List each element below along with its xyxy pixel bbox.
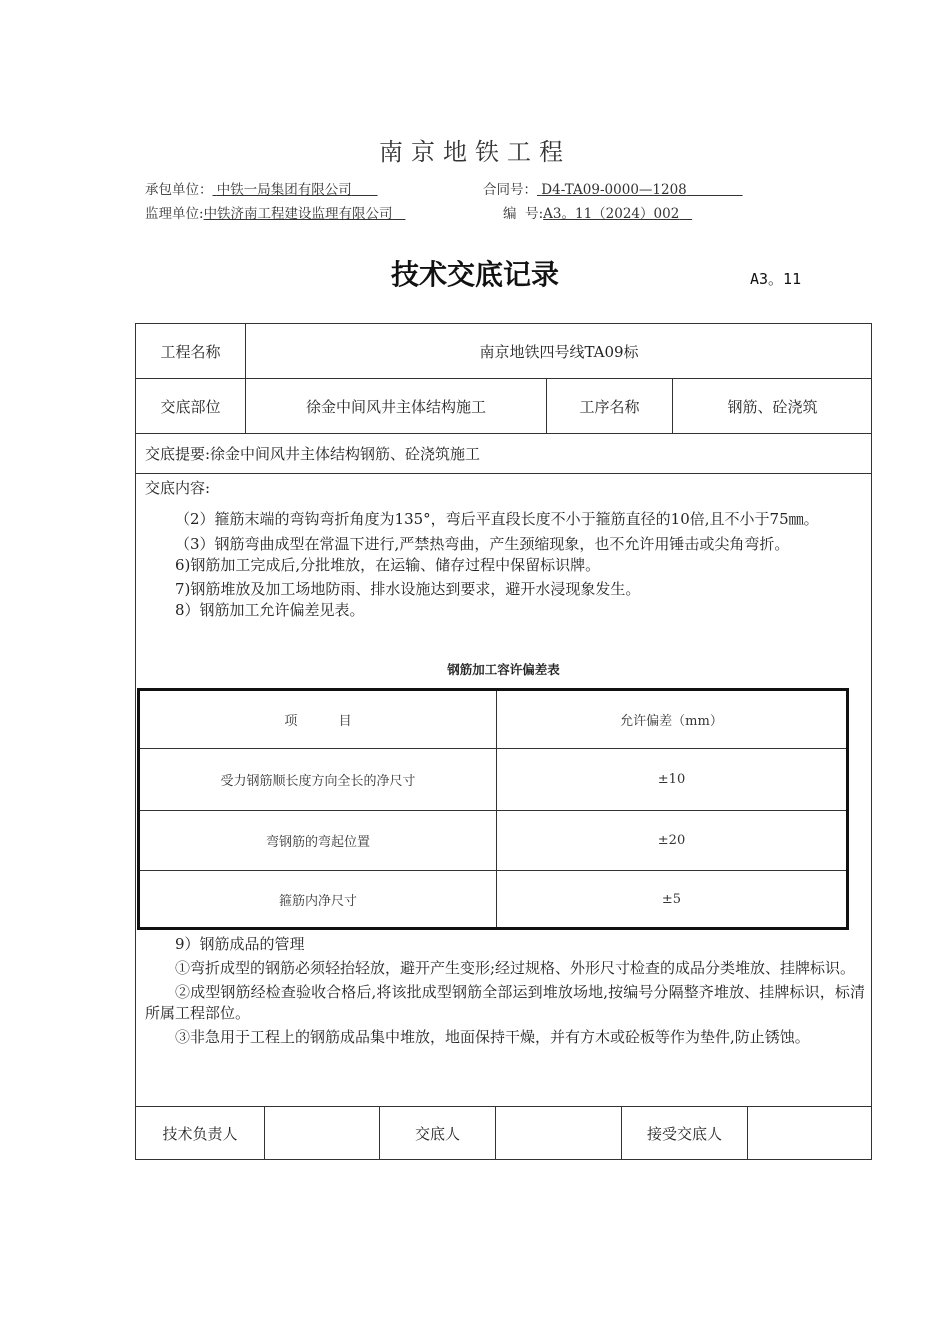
table-cell-deviation: ±10: [657, 772, 686, 787]
content-paragraphs-bottom: [145, 934, 865, 1048]
location-value: 徐金中间风井主体结构施工: [305, 397, 486, 416]
content-paragraph: 8）钢筋加工允许偏差见表。: [175, 601, 365, 619]
serial-value: A3。11（2024）002: [543, 206, 680, 222]
project-name-label: 工程名称: [160, 342, 221, 361]
table-cell-deviation: ±5: [661, 891, 682, 907]
table-cell-item: 受力钢筋顺长度方向全长的净尺寸: [220, 774, 416, 789]
content-paragraphs-top: [145, 509, 865, 621]
content-paragraph: （3）钢筋弯曲成型在常温下进行,严禁热弯曲，产生颈缩现象，也不允许用锤击或尖角弯折。: [175, 535, 790, 553]
deviation-table: [137, 688, 849, 930]
content-paragraph: ③非急用于工程上的钢筋成品集中堆放，地面保持干燥，并有方木或砼板等作为垫件,防止锈蚀。: [175, 1028, 810, 1046]
discloser-label: 交底人: [414, 1125, 460, 1143]
disclosure-summary: 交底提要:徐金中间风井主体结构钢筋、砼浇筑施工: [145, 445, 481, 463]
content-paragraph: （2）箍筋末端的弯钩弯折角度为135°，弯后平直段长度不小于箍筋直径的10倍,且不小于75㎜。: [175, 510, 819, 528]
content-paragraph: ②成型钢筋经检查验收合格后,将该批成型钢筋全部运到堆放场地,按编号分隔整齐堆放、挂牌标识，标清所属工程部位。: [145, 983, 865, 1022]
table-cell-item: 箍筋内净尺寸: [278, 893, 357, 909]
contract-no-label: 合同号：: [483, 182, 537, 198]
contractor-label: 承包单位：: [145, 182, 213, 198]
deviation-table-caption: 钢筋加工容许偏差表: [447, 662, 560, 677]
contractor-line: [145, 178, 378, 198]
tech-lead-label: 技术负责人: [162, 1125, 238, 1143]
discloser-signature: [496, 1107, 621, 1160]
contract-no-value: D4-TA09-0000—1208: [541, 182, 687, 198]
receiver-signature: [748, 1107, 872, 1160]
supervisor-value: 中铁济南工程建设监理有限公司: [203, 206, 393, 222]
supervisor-label: 监理单位:: [145, 206, 204, 222]
location-label: 交底部位: [160, 397, 221, 416]
serial-label: 编 号:: [503, 206, 544, 222]
table-header-deviation: 允许偏差（mm）: [620, 714, 723, 729]
receiver-label: 接受交底人: [646, 1125, 722, 1143]
table-cell-deviation: ±20: [657, 833, 686, 848]
row-divider: [136, 473, 871, 474]
project-name-value: 南京地铁四号线TA09标: [479, 342, 639, 361]
content-paragraph: 7)钢筋堆放及加工场地防雨、排水设施达到要求，避开水浸现象发生。: [175, 580, 641, 598]
table-header-item: 项 目: [284, 714, 352, 729]
contract-no-line: [483, 178, 743, 198]
supervisor-line: [145, 202, 405, 222]
project-title: 南京地铁工程: [379, 138, 571, 166]
tech-lead-signature: [265, 1107, 379, 1160]
content-label: 交底内容:: [145, 479, 211, 497]
content-paragraph: ①弯折成型的钢筋必须轻抬轻放，避开产生变形;经过规格、外形尺寸检查的成品分类堆放、挂牌标识。: [175, 959, 856, 977]
process-value: 钢筋、砼浇筑: [727, 397, 818, 416]
content-paragraph: 9）钢筋成品的管理: [175, 935, 305, 953]
document-title: 技术交底记录: [390, 258, 559, 291]
table-cell-item: 弯钢筋的弯起位置: [265, 835, 370, 850]
content-paragraph: 6)钢筋加工完成后,分批堆放，在运输、储存过程中保留标识牌。: [175, 556, 601, 574]
document-code: A3。11: [750, 270, 802, 288]
contractor-value: 中铁一局集团有限公司: [216, 182, 352, 198]
process-label: 工序名称: [579, 397, 640, 416]
serial-line: [503, 202, 692, 222]
